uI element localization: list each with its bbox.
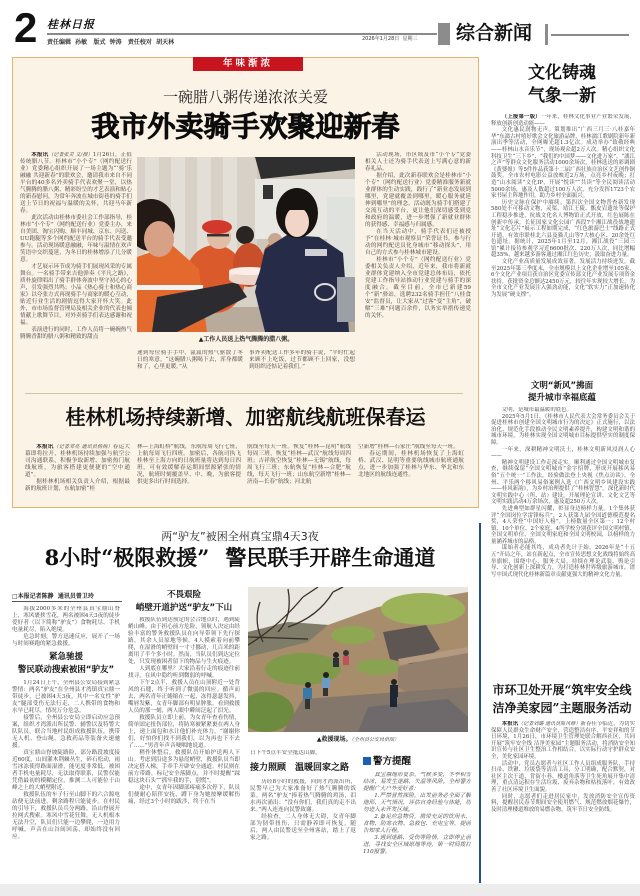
- rescue-subhead-1-kicker: 紧急驰援: [48, 652, 83, 662]
- feature-kicker: 一碗腊八粥传递浓浓关爱: [162, 88, 328, 106]
- article-paragraph: 递到每位骑手手中，氤氲的热气驱散了冬日的寒意。“这碗腊八粥喝下去，浑身都暖和了，心里更暖。”从: [137, 350, 243, 370]
- article-paragraph: 文化产业高质量发展成效显著，发展活力持续迸发。截至2025年第三季度末，全市规模以上文化企业增至105家，6个文化产业项目获自治区党委宣传部文化产业发展专项资金扶持，获批资金总额达2450万元，较往年实现较大增长，为全市文化产业发展注入强劲动能，文化“软实力”正加速转化为发展“硬支撑”。: [491, 259, 635, 299]
- byline: （记者张灵 文/摄）: [48, 152, 93, 158]
- culture-body-1: [491, 114, 635, 380]
- article-paragraph: 航线至每天一班。恢复“桂林—昆明”航线每周三班，恢复“桂林—武汉”航线每周四班；吉祥航空恢复“桂林—无锡”航线，每周飞行三班；东航恢复“桂林—合肥”航线，每天飞行一班；山东航空新增“桂林—济南—长春”航线；河北航: [247, 444, 351, 485]
- rescue-subhead-1-title: 警民联动搜索被困“驴友”: [17, 665, 115, 675]
- article-paragraph: 据桂林机场相关负责人介绍，根据最新的航班计划，东航加密“桂: [25, 479, 130, 492]
- column-rule: [479, 523, 481, 883]
- rescue-subhead-2-title: 峭壁开道护送“驴友”下山: [135, 603, 233, 613]
- article-paragraph: 活动中，党员志愿者与社区工作人员组成服务队，手持扫帚、铁锹、垃圾袋等清洁工具，分工明确，配合默契，对社区主次干道、背街小巷、楼道角落等卫生死角展开集中清理，重点清运积存生活垃圾、废弃杂物和枯枝落叶，有效改善了社区环境卫生面貌。: [491, 760, 635, 793]
- photo-riders-receiving-porridge: [137, 157, 355, 332]
- feature-under-photo-left: [137, 350, 243, 378]
- article-paragraph: 历经8小时的救援，回到才湾派出所，民警早已为大家准备好了热气腾腾的饭菜。两名“驴友”捧着热气腾腾的鸡汤，泪水再次涌出：“没有你们，我们真的走不出来。”两人连连向民警致谢。: [250, 779, 356, 813]
- article-paragraph: 一年来，深耕精神文明沃土，桂林文明新风浸润人心——: [491, 446, 635, 460]
- photo-credit: （全州县公安局供图）: [351, 737, 400, 743]
- airport-column-3: [247, 444, 351, 504]
- rescue-subhead-2-kicker: 不畏艰险: [166, 590, 201, 600]
- page-number: 2: [14, 4, 38, 51]
- article-paragraph: 活动现场，市区域及市“小个专”党委相关人士还为骑手代表送上写满心意的新春礼品。: [365, 152, 471, 172]
- article-paragraph: 接警后，全州县公安局立即启动应急预案，组织才湾派出所民警、辅警以及特警大队队员，联合当地村民组成救援队伍，携带无人机、登山绳、急救药品等装备火速驰援。: [12, 715, 120, 749]
- article-paragraph: 救援队员立即上前，为女青年查看伤情，简单固定扭伤部位，将防寒被紧紧裹在两人身上，递上面包和水让他们补充体力。“谢谢你们，好怕你们找不到我们，以为再也下不去了……”男青年声音哽咽地说道。: [128, 715, 240, 749]
- rescue-headline-part-1: 8小时“极限救援”: [44, 545, 210, 570]
- rescue-kicker: 两“驴友”被困全州真宝鼎4天3夜: [161, 530, 319, 543]
- article-paragraph: [20, 152, 132, 215]
- tip-paragraph: 2.备足应急物资，携带充足的饮用水、食物、防寒衣物、急救包、充电宝等，提前告知家人行程。: [363, 814, 471, 834]
- rescue-column-1-intro: [12, 606, 120, 650]
- rescue-headline[interactable]: [0, 545, 480, 571]
- rescue-byline: □本报记者陈静 通讯员曾卫玲: [12, 592, 122, 602]
- sanitation-body: [491, 721, 635, 879]
- feature-photo-caption: ▲工作人员送上热气腾腾的腊八粥。: [198, 336, 294, 343]
- blue-square-icon: [363, 757, 371, 765]
- article-paragraph: 先进典型如群星闪耀，彰显身边榜样力量。1个集体获评“全国岗位学雷锋标兵”，2人获第九届全国道德模范提名奖，4人荣登“中国好人榜”，上榜数量全区第一；12个村镇、10个单位、2个家庭、4所学校分别获评全国文明村镇、全国文明单位、全国文明家庭和全国文明校园，以榜样的力量涵养城市的品格。: [491, 505, 635, 545]
- article-paragraph: 救援队伍的车子行至山脚下的六合源电站便无法前进，剩余路程只能徒步。在村民的引导下，救援队员兵分两路，沿山脊展开拉网式搜索。寒风中雪花狂舞，无人机根本无法升空，队员们只能一边攀爬，一边用力呼喊，声音在山谷间回荡，却始终没有回应。: [12, 792, 120, 840]
- article-paragraph: 此次活动由桂林市委社会工作部指导，桂林市“小个专”（网约配送行业）党委主办，来自美团、淘宝闪购、顺丰同城、京东、闪送、UU跑腿等多个网约配送平台的骑手代表受邀参与。活动现场暖意融融，年味与温情在欢声笑语中交织蔓延，为冬日的桂林增添了几分暖意。: [20, 215, 132, 263]
- culture-subhead-title: 提升城市幸福底蕴: [527, 393, 596, 403]
- paragraph-text: 新春佳节临近，为切实保障人民群众生命财产安全，营造整洁有序、平安祥和的节日环境，1月26日，市环境卫生管理处联合解西社区，共同开展“筑牢安全线 洁净美家园”主题服务活动，将消防安全知识宣传与社区卫生整治工作相结合，以实际行动守护群众安全，美化家园环境。: [491, 721, 635, 760]
- feature-label: 年味渐浓: [193, 57, 303, 71]
- culture-body-2: [491, 407, 635, 663]
- paragraph-text: 1月26日，正值传统腊八节。桂林市“小个专”（网约配送行业）党委精心组织开展了一场主题为“‘骑’乐融融 共迎新春”的联欢会，邀请我市来自不同平台的40多名外卖骑手代表欢聚一堂，以热气腾腾的腊八粥、精彩纷呈的才艺表演和贴心的新春慰问，为常年奔波在城市街巷的骑手们送上节日的祝福与温暖的关怀，共迎马年新春。: [20, 152, 132, 214]
- header-rule-right: [551, 34, 629, 36]
- caption-text: ▲救援现场。: [316, 736, 352, 743]
- article-paragraph: 1月24日上午，全州县公安局接到紧急警情：两名“驴友”在全州县才湾镇真宝鼎一带徒步，已被困4天3夜，其中一名女性“驴友”腿部受伤无法行走，二人携带的食物和水早已耗尽，情况万分危急。: [12, 680, 120, 714]
- tip-paragraph: 真宝鼎地形复杂，气候多变，冬季积雪结冰，易发生迷路、失温等风险。全州警方提醒广大户外爱好者：: [363, 772, 471, 792]
- continuation-lead: （上接第一版）: [501, 114, 541, 120]
- article-paragraph: [491, 721, 635, 761]
- masthead-logo: 桂林日报: [47, 18, 95, 31]
- airport-column-2: [137, 444, 241, 504]
- article-paragraph: 救援队伍到达预定的会合地点时，遇到陡峭山峰。由于担心前方危险，领航人决定由经验丰富的警务救援队员在向导带领下先行探路，其余人员原地等候。4人摸索着向前攀爬，在湿滑的峭壁间一寸寸挪动，几百米的距离用了半个多小时。然而，当队员们到达定位处，只发现被困者留下的物品与生火痕迹。: [128, 617, 240, 665]
- article-paragraph: 人到底在哪里？大家沿着行走的痕迹往前找寻，在风中隐约听到微弱的呼喊。: [128, 666, 240, 679]
- tip-paragraph: 3.遇到迷路、受伤等险情，立即停止前进，寻找安全区域原地等待，第一时间拨打110报警。: [363, 835, 471, 855]
- article-paragraph: 才艺展示环节成为骑手们展现风采的专属舞台。一名骑手带来吉他弹奏《平凡之路》，质朴旋律唱出了骑手群体奔波中坚守初心的心声，引发强烈共鸣；小品《热心骑士和热心商家》以夸张方式再现骑手与商家的暖心互动，贴近行业生活的剧情逗得大家开怀大笑。此外，市市场监督管理局及相关企业的代表也倾情献上歌舞节目，对外卖骑手们表达感谢和祝福。: [20, 264, 132, 326]
- article-paragraph: 文明，是城市最温暖的底色。: [501, 407, 572, 413]
- rescue-column-1-body: [12, 680, 120, 876]
- culture-headline-line-2[interactable]: 气象一新: [528, 86, 596, 106]
- section-title: 综合新闻: [456, 22, 533, 44]
- dateline-lead: 本报讯: [36, 444, 54, 450]
- article-paragraph: [25, 444, 130, 479]
- article-paragraph: 桂林市“小个专”（网约配送行业）党委相关负责人介绍，近年来，我市将新就业群体党建纳入全市党建总体布局，依托党建工作指导站推动行业党建与骑手的深度融合。截至目前，全市已新建59个“新”驿站，选聘232名骑手担任“八桂食安”监督员，让大家从“过客”变“主角”，破解“三难”问题百余件，以务实举措传递党的关怀。: [365, 257, 471, 319]
- rescue-column-3-continuation: [250, 750, 356, 758]
- dateline-lead: 本报讯: [501, 721, 519, 727]
- article-paragraph: 真宝鼎山脊坡陡路险，部分路段坡度接近60度，山间灌木荆棘丛生，碎石松动，雨雪冰冻使得路面湿滑，能见度非常低。被困者手机电量耗尽，无法取得联系，民警仅能凭借最初的模糊定位，推测二人可能位于山峰之上的大峭壁附近。: [12, 750, 120, 791]
- culture-subhead-kicker: 文明“新风”拂面: [530, 381, 594, 391]
- airport-headline[interactable]: 桂林机场持续新增、加密航线航班保春运: [65, 405, 426, 429]
- feature-column-3: [365, 152, 471, 378]
- article-paragraph: 稍作休整后，救援队员开始护送两人下山。考虑到沿途多为悬崖峭壁，救援队员当即决定搭人梯，手牵手开辟安全通道。村民则在前方带路，标记安全落脚点，并不时提醒“踩稳这块石头”“抓牢我的手，别慌”。: [128, 750, 240, 784]
- article-paragraph: 林—上海虹桥”航线，东航每周飞行七班，上航每周飞行四班。加密后，各航司执飞桂林至上海方向的日航班量将达到每日四班，可有效缓解春运期间票源紧张的情况，航班时刻覆盖早、中、晚，为旅客提供更多出行时间选择。: [137, 444, 241, 485]
- feature-photo[interactable]: [137, 157, 355, 332]
- rescue-subhead-3-title: 接力照顾 温暖回家之路: [250, 763, 350, 773]
- paragraph-text: 一年来，桂林文化事业产业繁荣发展，释放创新创造动能——: [491, 114, 635, 127]
- article-paragraph: 春运期间，桂林机场恢复了上海虹桥、武汉、昆明等重要航线城市航班通航点，进一步加强了桂林与华东、华北和东北地区的航线连通性。: [358, 451, 464, 478]
- article-paragraph: 经检查，二人身体无大碍，女青年脚部为韧带扭伤，只需静养即可恢复。随后，两人由民警送至全州客站，踏上了返家之路。: [250, 814, 356, 841]
- article-paragraph: 谋始者必能其终，成功者先计于始。2026年是“十五五”开局之年，站在新起点，全市宣传思想文化战线将始终高举旗帜，围绕中心，服务大局，持续在理论武装、舆论引导、文化创新上深耕发力，为打造桂林世界级旅游城市，谱写中国式现代化桂林新篇章贡献更强大的精神文化力量。: [491, 545, 635, 578]
- section-marker-bar: [545, 24, 548, 45]
- sanitation-headline-line-1[interactable]: 市环卫处开展“筑牢安全线: [492, 683, 632, 697]
- airport-column-1: [25, 444, 130, 504]
- feature-column-1: [20, 152, 132, 378]
- rescue-column-2-body: [128, 617, 240, 876]
- tips-title-text: 警方提醒: [373, 756, 412, 767]
- article-paragraph: 途中，女青年因脚部疼痛多次停下，队员们便耐心陪伴安抚，蹲下身为她按摩缓解伤痛，经过3个小时的跋涉，终于在当: [128, 785, 240, 805]
- article-paragraph: 表演进行的同时，工作人员将一碗碗热气腾腾香甜的腊八粥和精致的甜点: [20, 327, 132, 340]
- rescue-photo-caption: [248, 736, 468, 744]
- article-paragraph: 历史文脉在保护中赓续。第四次全国文物普查新发现580处不可移动文物，灵渠、靖江王陵、甑皮岩遗址等保护工程稳步推进，抗战文化名人博物馆正式开放，红色展陈在创新中传承。长征国家文化公园广西段7个湘江战役战地遗址“文化芯片”展示工程如期完成，“红色旅游巴士”线路正式开通，有效串联桂北六县及猫儿山等7大核心区、20余处红色遗址。据统计，2025年1月至12月，湘江战役“三园三馆”累计接待参观学习近6600批次、220万人次，同比增幅超35%，越来越多游客通过湘江红色历史，汲取奋进力量。: [491, 199, 635, 259]
- article-paragraph: [491, 114, 635, 127]
- article-paragraph: 海拔2000多米的全州县真宝鼎山脊上，寒风裹挟雪花，两名被困4天3夜的徒步爱好者（以下简称“驴友”）食物耗尽、手机电量耗尽，陷入绝境。: [12, 606, 120, 633]
- airport-column-4: [358, 444, 464, 504]
- article-paragraph: 据介绍，此次新春联欢会是桂林市“小个专”（网约配送行业）党委精准服务新就业群体的生动实践，践行了“新业态发展到哪里，党建就覆盖到哪里，暖心服务就延伸到哪里”的理念。活动既为骑手们搭建了交流互动的平台，更让他们深切感受到党和政府的温暖，进一步增强了新就业群体的获得感、幸福感与归属感。: [365, 173, 471, 228]
- article-paragraph: 危急时刻，警方迅速反应，展开了一场与时间赛跑的紧急救援。: [12, 634, 120, 647]
- editor-credits: 责任编辑 孙敏 版式 钟涛 责任校对 胡天林: [47, 39, 175, 46]
- section-marker-block: [438, 23, 450, 45]
- byline: （记者邓亮 通讯员杨梅）: [53, 444, 113, 450]
- police-tips-title: [363, 756, 411, 768]
- article-paragraph: 事外卖配送工作多年的骑手说，“平时忙起来顾不上吃饭，过节都顾不上回家，没想到组织还惦记着我们。”: [249, 350, 355, 370]
- culture-headline-line-1[interactable]: 文化铸魂: [528, 63, 596, 83]
- rescue-headline-part-2: 警民联手开辟生命通道: [225, 545, 436, 570]
- photo-rescue-mountain-slope: [248, 587, 468, 732]
- article-paragraph: 2025年5月1日，《桂林市人民代表大会常务委员会关于促进桂林市创建全国文明城市行为的决定》正式施行，以法治化、规范化手段推动全民文明素养提升，构建文明和谐的城市环境，为桂林实现全国文明城市目标提供坚实的制度保障。: [491, 413, 635, 446]
- article-paragraph: 下午2点半，救援人员在山顶附近一处背风的石缝，终于听到了微弱的回应。循声而去，两名青年正蜷缩在一起，冻得瑟瑟发抖，嘴唇发紫，女青年脚部有明显肿胀。看到救援人员的那一刻，两人眼中瞬间泛起了泪光。: [128, 680, 240, 714]
- feature-headline[interactable]: 我市外卖骑手欢聚迎新春: [91, 111, 400, 142]
- article-paragraph: 精神文明建设工作走深走实。顺利通过全国文明城市复查，继续保留“全国文明城市”金字招牌，形成开展移风易俗“五个统一”工作法，经验做法登上央视《焦点访谈》。全州、平乐两个移风易俗案例入选《广西文明乡风建设实践——桂风新韵》，为乡村治理提供了“桂林智慧”。深化新时代文明实践中心（所、站）建设，开展理论宣讲、文化文艺等文明实践活动4万余场次，惠及超250万人次。: [491, 459, 635, 506]
- page-bottom-margin: [0, 884, 640, 896]
- rescue-column-3-body: [250, 779, 356, 877]
- byline: （记者刘璐 通讯员陈风峰）: [518, 721, 581, 727]
- issue-date: 2026年1月28日 星期三: [362, 36, 418, 42]
- header-rule-left: [47, 33, 437, 35]
- police-tips-body: [363, 772, 471, 882]
- article-paragraph: 空新增“桂林—石家庄”航线至每天一班。: [358, 444, 459, 450]
- feature-under-photo-right: [249, 350, 355, 378]
- sanitation-headline-line-2[interactable]: 洁净美家园”主题服务活动: [492, 701, 632, 715]
- rescue-photo[interactable]: [248, 587, 468, 732]
- article-paragraph: 在当天活动中，骑手代表们还被授予“在桂林·城市观察员”荣誉证书。参与行动的网约配送员化身城市“移动探头”，用自己的方式参与桂林城市建设。: [365, 229, 471, 256]
- article-paragraph: 同时，志愿者们走进居民家中，发放消防安全宣传资料，提醒居民春节期间安全使用燃气、规范燃放烟花爆竹，及时清理楼道堆放的易燃杂物，筑牢节日安全防线。: [491, 793, 635, 813]
- paragraph-text: 春运大幕即将拉开，桂林机场持续加强与航空公司沟通联系，积极争取新增、加密热门航线航班，为旅客搭建更便捷的“空中通道”。: [25, 444, 130, 478]
- tip-paragraph: 1.严禁冒然探险，出发前务必全面了解地形、天气情况，评估自身经验与体能，切勿进入未开发区域。: [363, 793, 471, 813]
- dateline-lead: 本报讯: [31, 152, 49, 158]
- article-paragraph: 日下午5点半安全抵达山脚。: [250, 750, 321, 756]
- article-paragraph: 文化惠民润物无声。策划推出“广西三月三·八桂嘉年华”东漓古村嘻好歌会文化旅游品牌，桂林漓江歌剧院新年新演出季等活动，全网曝光超1.3亿次。成功举办“致敬经典——桂林山水音乐节”，现场观众超2万人次。精心组织文化科技卫生“三下乡”、“我们的中国梦——文化进万家”、“漓江之声”等群众文化服务活动1000余场次，桂林选送的彩调剧《黄婆姐》等5件作品获第十二届广西壮族自治区文艺创作铜鼓奖。全市农村电影公益放映近2万场，点亮乡村夜晚；打造“山水阅读”文化IP，开展“悦读”“共读”等全民阅读活动5000余场，惠及人数超过100万人次，充分发挥1723个农家书屋主阵地作用，助力乡村全面振兴。: [491, 127, 635, 200]
- section-divider: [25, 393, 463, 394]
